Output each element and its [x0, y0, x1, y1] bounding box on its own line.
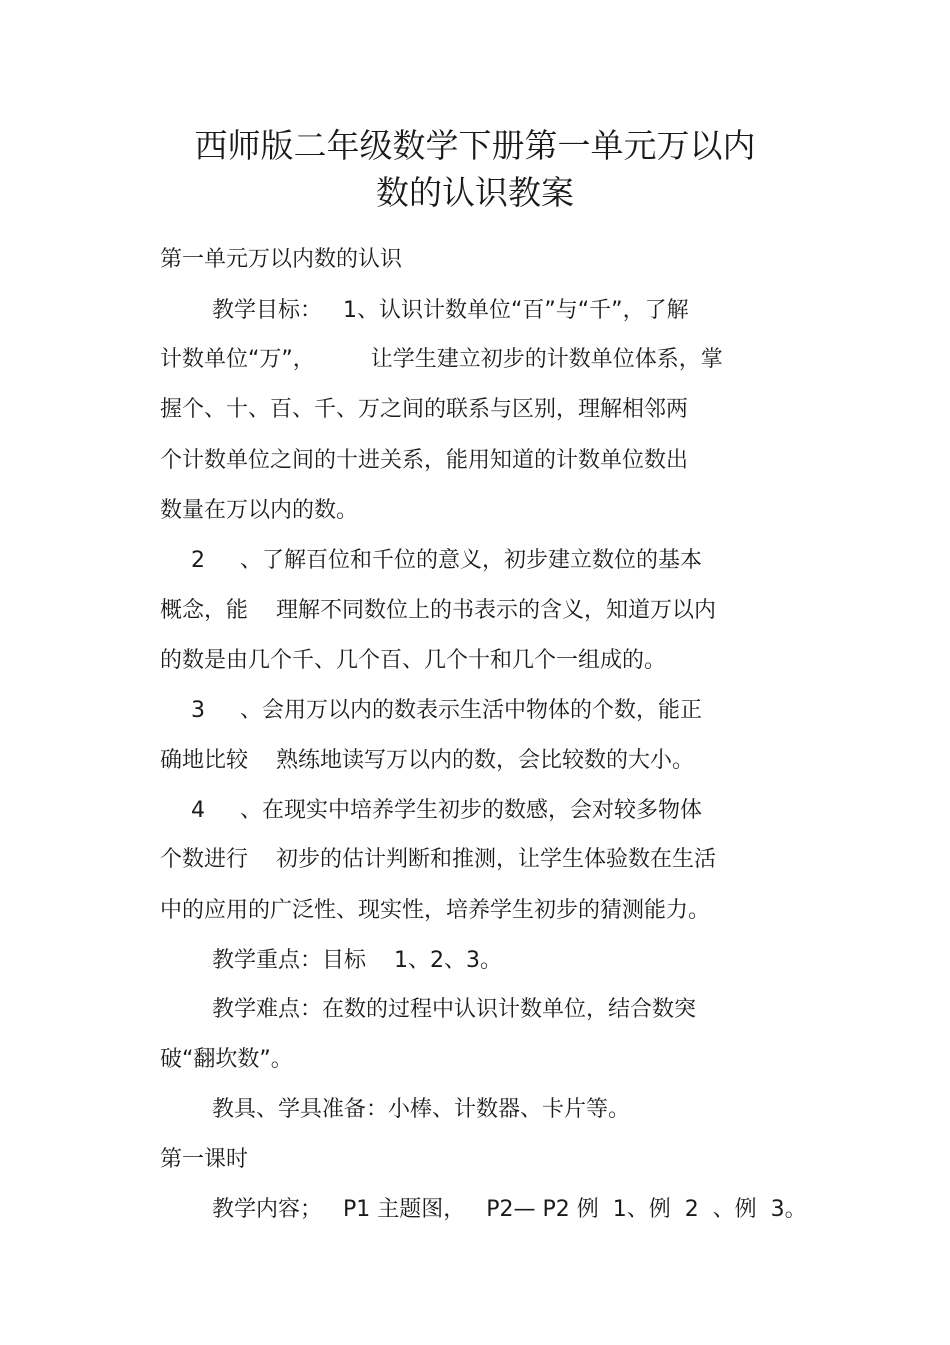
- paragraph-line: 中的应用的广泛性、现实性，培养学生初步的猜测能力。: [160, 898, 711, 923]
- lesson-heading: 第一课时: [160, 1147, 249, 1172]
- paragraph-line: 个计数单位之间的十进关系，能用知道的计数单位数出: [160, 448, 689, 473]
- paragraph-line: 2 、了解百位和千位的意义，初步建立数位的基本: [191, 548, 702, 573]
- paragraph-line: 握个、十、百、千、万之间的联系与区别，理解相邻两: [160, 397, 689, 422]
- paragraph-line: 3 、会用万以内的数表示生活中物体的个数，能正: [191, 698, 702, 723]
- paragraph-line: 个数进行 初步的估计判断和推测，让学生体验数在生活: [160, 847, 716, 872]
- paragraph-line: 概念，能 理解不同数位上的书表示的含义，知道万以内: [160, 598, 716, 623]
- paragraph-line: 确地比较 熟练地读写万以内的数，会比较数的大小。: [160, 748, 694, 773]
- document-title-line-1: 西师版二年级数学下册第一单元万以内: [194, 126, 756, 165]
- paragraph-line: 计数单位“万”， 让学生建立初步的计数单位体系，掌: [160, 347, 723, 372]
- paragraph-line: 教学目标： 1、认识计数单位“百”与“千”，了解: [212, 298, 689, 323]
- section-heading: 第一单元万以内数的认识: [160, 247, 403, 272]
- paragraph-line: 教学重点：目标 1、2、3。: [212, 948, 502, 973]
- paragraph-line: 的数是由几个千、几个百、几个十和几个一组成的。: [160, 648, 667, 673]
- paragraph-line: 破“翻坎数”。: [160, 1047, 293, 1072]
- paragraph-line: 教学内容； P1 主题图， P2— P2 例 1、例 2 、例 3。: [212, 1197, 807, 1222]
- paragraph-line: 教学难点：在数的过程中认识计数单位，结合数突: [212, 997, 697, 1022]
- paragraph-line: 4 、在现实中培养学生初步的数感，会对较多物体: [191, 798, 702, 823]
- document-title-line-2: 数的认识教案: [376, 173, 574, 212]
- paragraph-line: 数量在万以内的数。: [160, 498, 359, 523]
- paragraph-line: 教具、学具准备：小棒、计数器、卡片等。: [212, 1097, 631, 1122]
